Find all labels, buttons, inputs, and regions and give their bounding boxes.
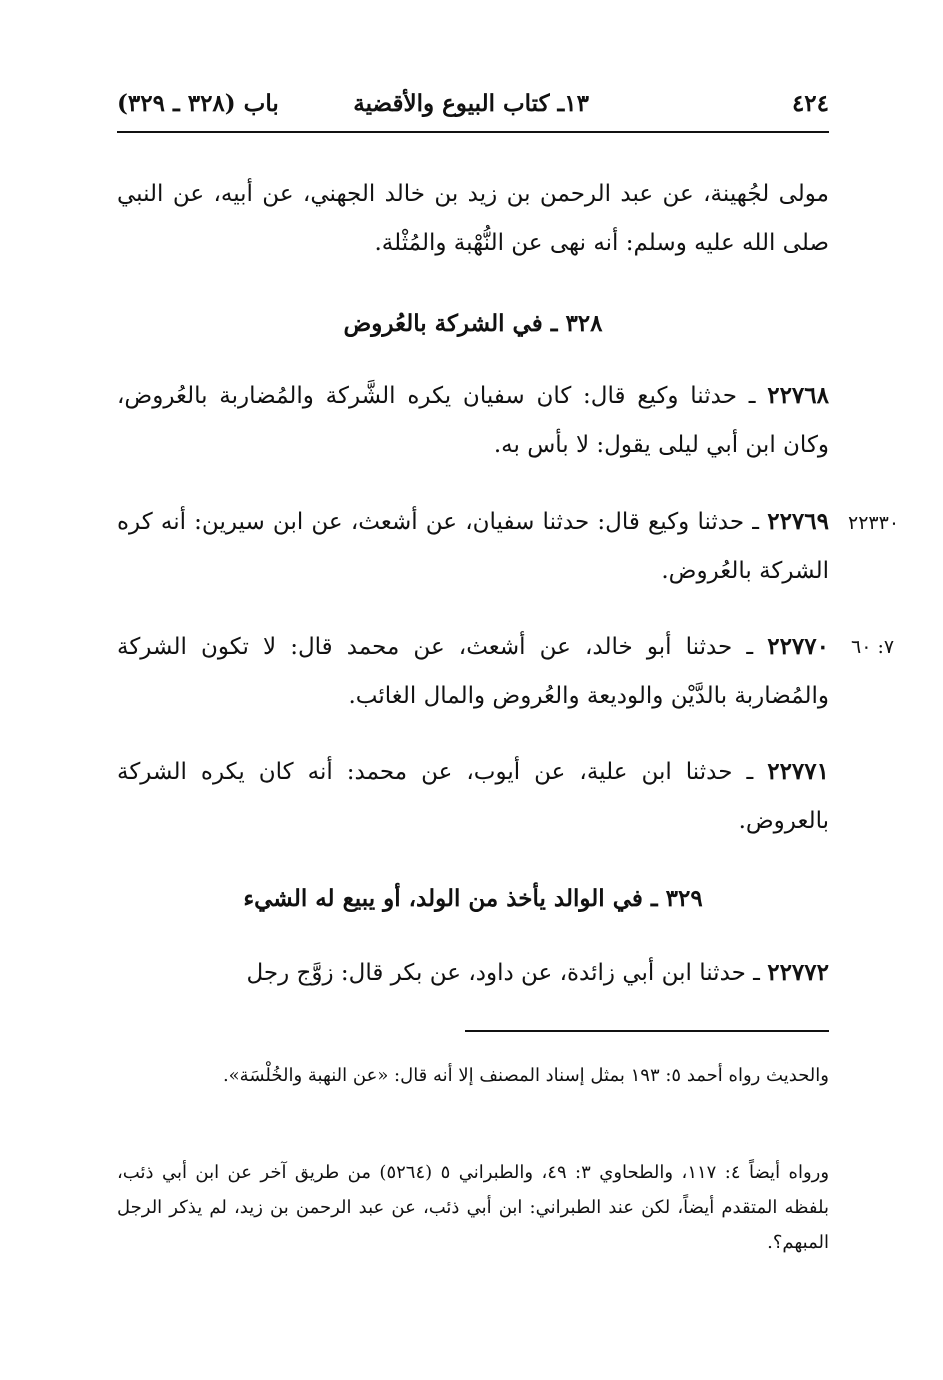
hadith-text: ـ حدثنا وكيع قال: كان سفيان يكره الشَّركة والمُضاربة بالعُروض، وكان ابن أبي ليلى يقول: لا بأس به. [117,383,829,458]
footnote-1: والحديث رواه أحمد ٥: ١٩٣ بمثل إسناد المصنف إلا أنه قال: «عن النهبة والخُلْسَة». [222,1065,829,1086]
hadith-number: ٢٢٧٧٢ [767,959,829,986]
hadith-text: ـ حدثنا وكيع قال: حدثنا سفيان، عن أشعث، عن ابن سيرين: أنه كره الشركة بالعُروض. [117,509,829,584]
hadith-text: ـ حدثنا ابن أبي زائدة، عن داود، عن بكر قال: زوَّج رجل [246,960,768,986]
footnote-rule [465,1030,829,1032]
hadith-22768 [117,371,829,470]
section-328-title: ٣٢٨ ـ في الشركة بالعُروض [343,310,603,337]
footnote-2: ورواه أيضاً ٤: ١١٧، والطحاوي ٣: ٤٩، والطبراني ٥ (٥٢٦٤) من طريق آخر عن ابن أبي ذئب، بلفظه المتقدم أيضاً، لكن عند الطبراني: ابن أبي ذئب، عن عبد الرحمن بن زيد، لم يذكر الرجل المبهم؟. [117,1162,830,1253]
hadith-number: ٢٢٧٦٨ [767,382,829,409]
section-329-title: ٣٢٩ ـ في الوالد يأخذ من الولد، أو يبيع له الشيء [243,885,703,912]
hadith-22772 [117,948,829,998]
hadith-number: ٢٢٧٧٠ [767,633,829,660]
hadith-22771 [117,747,829,846]
intro-paragraph: مولى لجُهينة، عن عبد الرحمن بن زيد بن خالد الجهني، عن أبيه، عن النبي صلى الله عليه وسلم: أنه نهى عن النُّهْبة والمُثْلة. [117,181,829,256]
hadith-22769 [117,497,829,596]
header-rule [117,131,829,133]
page-header [117,84,829,124]
margin-volume-reference: ٧: ٦٠ [851,636,895,658]
chapter-range: باب (٣٢٨ ـ ٣٢٩) [117,90,279,117]
hadith-text: ـ حدثنا ابن علية، عن أيوب، عن محمد: أنه كان يكره الشركة بالعروض. [117,759,829,834]
margin-cross-reference: ٢٢٣٣٠ [848,512,900,534]
hadith-number: ٢٢٧٦٩ [767,508,829,535]
book-title: ١٣ـ كتاب البيوع والأقضية [353,90,589,117]
page-number: ٤٢٤ [791,90,829,117]
hadith-text: ـ حدثنا أبو خالد، عن أشعث، عن محمد قال: لا تكون الشركة والمُضاربة بالدَّيْن والوديعة والعُروض والمال الغائب. [117,634,829,709]
hadith-22770 [117,622,829,721]
hadith-number: ٢٢٧٧١ [767,758,829,785]
